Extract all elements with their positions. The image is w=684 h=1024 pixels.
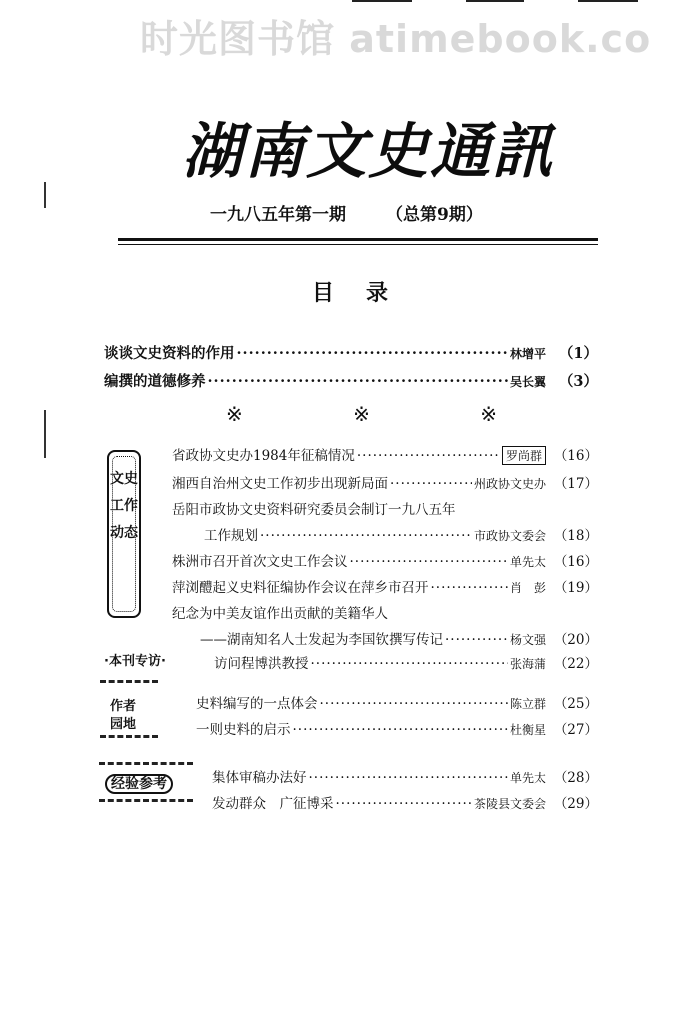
toc-entry-title: 工作规划 <box>204 528 258 544</box>
scan-mark <box>44 182 46 208</box>
toc-entry-page: （25） <box>553 696 598 712</box>
toc-entry-page: （29） <box>553 796 598 812</box>
toc-entry[interactable] <box>104 370 598 390</box>
header-rule-thick <box>118 238 598 241</box>
toc-entry[interactable] <box>204 524 598 544</box>
toc-entry-author: 肖 彭 <box>509 581 546 595</box>
toc-entry-page: （17） <box>553 476 598 492</box>
toc-entry-page: （19） <box>553 580 598 596</box>
toc-entry-title: 一则史料的启示 <box>196 722 291 738</box>
leader-dots <box>293 722 508 738</box>
toc-entry[interactable] <box>196 692 598 712</box>
toc-entry-page: （16） <box>553 448 598 464</box>
toc-entry[interactable] <box>212 792 598 812</box>
toc-entry-title: 省政协文史办1984年征稿情况 <box>172 448 355 464</box>
toc-entry-author: 杨文强 <box>509 633 546 647</box>
section-label-special: ·本刊专访· <box>104 654 166 669</box>
toc-entry-title: 集体审稿办法好 <box>212 770 307 786</box>
toc-entry-author: 林增平 <box>509 347 546 361</box>
toc-entry-author: 陈立群 <box>509 697 546 711</box>
toc-entry-page: （3） <box>558 373 598 390</box>
leader-dots <box>390 476 472 492</box>
toc-entry-author: 州政协文史办 <box>473 477 546 491</box>
toc-entry-author: 茶陵县文委会 <box>473 797 546 811</box>
section-label-experience: 经验参考 <box>105 774 173 794</box>
leader-dots <box>311 656 508 672</box>
toc-entry-page: （28） <box>553 770 598 786</box>
section-label-box-authors <box>100 680 158 738</box>
scan-mark <box>44 410 46 458</box>
toc-entry-author: 张海蒲 <box>509 657 546 671</box>
toc-entry[interactable] <box>172 576 598 596</box>
leader-dots <box>208 373 508 390</box>
journal-title: 湖南文史通訊 <box>182 117 554 187</box>
leader-dots <box>309 770 508 786</box>
header-rule-thin <box>118 244 598 245</box>
toc-entry-title: 谈谈文史资料的作用 <box>104 345 235 362</box>
section-label-work: 文史工作动态 <box>110 471 138 541</box>
toc-entry-author: 单先太 <box>509 555 546 569</box>
toc-entry[interactable] <box>200 628 598 648</box>
toc-entry-title: 访问程博洪教授 <box>214 656 309 672</box>
toc-entry-title: 史料编写的一点体会 <box>196 696 318 712</box>
section-label-box <box>107 450 141 618</box>
toc-entry[interactable] <box>214 652 598 672</box>
leader-dots <box>350 554 508 570</box>
toc-entry-title-line[interactable] <box>172 498 598 518</box>
separator-stars: ※ ※ ※ <box>226 402 549 426</box>
toc-entry-title: 纪念为中美友谊作出贡献的美籍华人 <box>172 606 388 622</box>
toc-entry[interactable] <box>172 550 598 570</box>
toc-entry-title: 编撰的道德修养 <box>104 373 206 390</box>
leader-dots <box>237 345 508 362</box>
leader-dots <box>260 528 472 544</box>
toc-entry-author: 市政协文委会 <box>473 529 546 543</box>
toc-entry-page: （18） <box>553 528 598 544</box>
section-label-box-experience <box>99 762 193 802</box>
issue-total: （总第9期） <box>386 205 483 225</box>
toc-entry-page: （1） <box>558 345 598 362</box>
toc-entry-title: 岳阳市政协文史资料研究委员会制订一九八五年 <box>172 502 456 518</box>
toc-entry-author: 罗尚群 <box>502 446 546 465</box>
toc-entry-title: 湘西自治州文史工作初步出现新局面 <box>172 476 388 492</box>
toc-entry[interactable] <box>212 766 598 786</box>
toc-entry-title: 萍浏醴起义史料征编协作会议在萍乡市召开 <box>172 580 429 596</box>
toc-entry[interactable] <box>104 342 598 362</box>
toc-entry-page: （27） <box>553 722 598 738</box>
toc-entry-title: ——湖南知名人士发起为李国钦撰写传记 <box>200 632 443 648</box>
toc-entry-title: 发动群众 广征博采 <box>212 796 334 812</box>
leader-dots <box>431 580 508 596</box>
toc-entry-title: 株洲市召开首次文史工作会议 <box>172 554 348 570</box>
toc-entry[interactable] <box>172 444 598 464</box>
toc-entry-author: 单先太 <box>509 771 546 785</box>
leader-dots <box>336 796 472 812</box>
leader-dots <box>445 632 508 648</box>
leader-dots <box>320 696 508 712</box>
section-label-authors-line1: 作者 <box>110 699 137 714</box>
leader-dots <box>357 448 500 464</box>
toc-entry[interactable] <box>196 718 598 738</box>
toc-entry-author: 吴长翼 <box>509 375 546 389</box>
toc-entry-author: 杜衡星 <box>509 723 546 737</box>
toc-entry-page: （16） <box>553 554 598 570</box>
toc-entry-page: （20） <box>553 632 598 648</box>
watermark-text: 时光图书馆 atimebook.co <box>140 17 652 61</box>
section-label-authors-line2: 园地 <box>110 717 137 732</box>
toc-entry-title-line[interactable] <box>172 602 598 622</box>
contents-heading: 目录 <box>312 280 421 306</box>
toc-entry[interactable] <box>172 472 598 492</box>
toc-entry-page: （22） <box>553 656 598 672</box>
issue-number: 一九八五年第一期 <box>210 205 346 225</box>
